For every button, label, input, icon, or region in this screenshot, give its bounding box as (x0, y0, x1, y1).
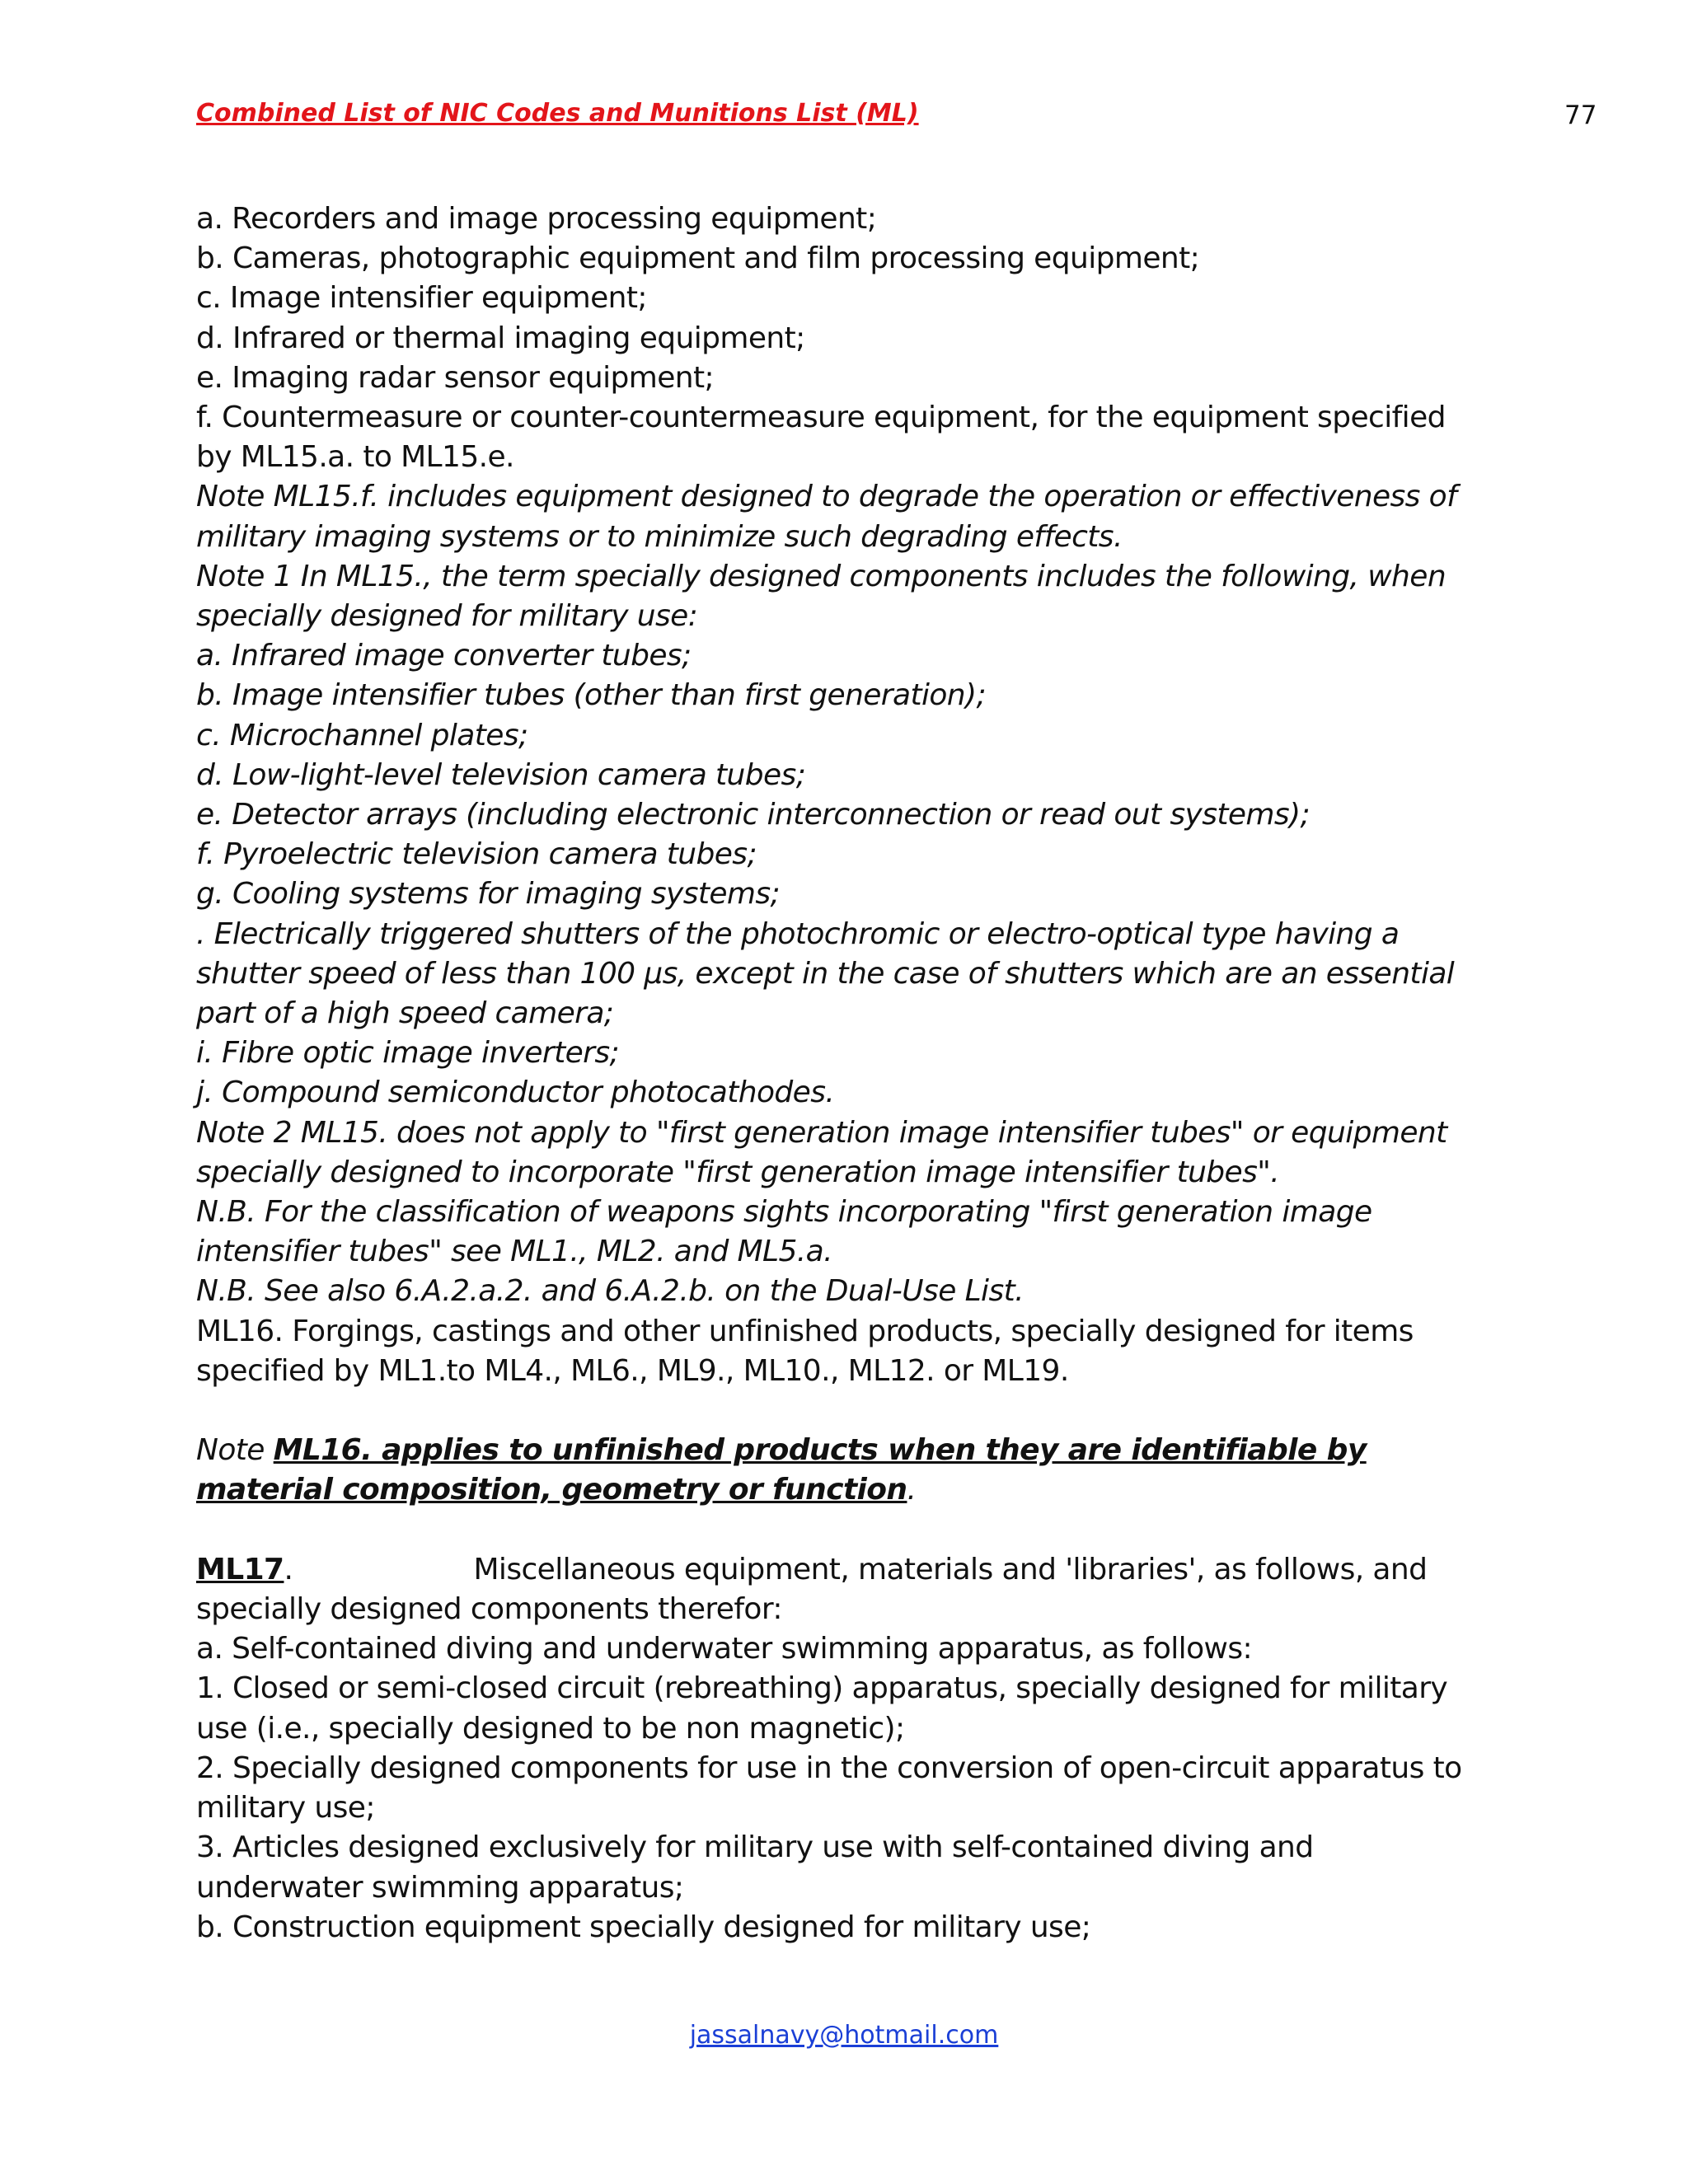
note-end: . (907, 1473, 917, 1507)
paragraph-gap (196, 1511, 1482, 1550)
note-line: specially designed to incorporate "first generation image intensifier tubes". (196, 1155, 1280, 1189)
text-line: b. Cameras, photographic equipment and film processing equipment; (196, 241, 1200, 276)
text-line: military use; (196, 1791, 375, 1825)
text-line: by ML15.a. to ML15.e. (196, 440, 514, 475)
text-line: specified by ML1.to ML4., ML6., ML9., ML10., ML12. or ML19. (196, 1353, 1069, 1388)
note-line: j. Compound semiconductor photocathodes. (196, 1076, 835, 1110)
note-line: part of a high speed camera; (196, 996, 614, 1031)
note-line: d. Low-light-level television camera tubes; (196, 757, 806, 792)
note-line: c. Microchannel plates; (196, 718, 528, 752)
text-line: 3. Articles designed exclusively for military use with self-contained diving and (196, 1830, 1314, 1865)
note-line: intensifier tubes" see ML1., ML2. and ML5.a. (196, 1235, 832, 1269)
ml17-title-text: Miscellaneous equipment, materials and 'libraries', as follows, and (473, 1552, 1428, 1586)
text-line: e. Imaging radar sensor equipment; (196, 360, 715, 395)
text-line: b. Construction equipment specially designed for military use; (196, 1910, 1091, 1944)
text-line: d. Infrared or thermal imaging equipment; (196, 321, 805, 355)
text-line: a. Self-contained diving and underwater swimming apparatus, as follows: (196, 1632, 1253, 1666)
text-line: a. Recorders and image processing equipment; (196, 202, 877, 236)
note-line: e. Detector arrays (including electronic interconnection or read out systems); (196, 798, 1311, 832)
ml16-note-line-2 (196, 1470, 1482, 1510)
page-body (196, 199, 1482, 1947)
footer-email-link[interactable]: jassalnavy@hotmail.com (689, 2021, 999, 2050)
note-line: military imaging systems or to minimize such degrading effects. (196, 519, 1123, 554)
ml17-heading: ML17 (196, 1552, 284, 1586)
note-line: N.B. See also 6.A.2.a.2. and 6.A.2.b. on the Dual-Use List. (196, 1274, 1024, 1309)
text-line: specially designed components therefor: (196, 1592, 782, 1627)
note-line: shutter speed of less than 100 µs, except in the case of shutters which are an essential (196, 956, 1455, 991)
ml17-first-line (196, 1550, 1482, 1590)
text-line: f. Countermeasure or counter-countermeasure equipment, for the equipment specified (196, 401, 1446, 435)
note-line: Note 1 In ML15., the term specially designed components includes the following, when (196, 559, 1447, 593)
note-line: . Electrically triggered shutters of the photochromic or electro-optical type having a (196, 916, 1400, 951)
text-line: 2. Specially designed components for use in the conversion of open-circuit apparatus to (196, 1750, 1462, 1785)
paragraph-gap (196, 1391, 1482, 1431)
text-line: 1. Closed or semi-closed circuit (rebreathing) apparatus, specially designed for military (196, 1671, 1448, 1706)
note-prefix: Note (196, 1433, 274, 1468)
note-line: b. Image intensifier tubes (other than first generation); (196, 678, 986, 713)
note-line: g. Cooling systems for imaging systems; (196, 877, 781, 912)
note-line: N.B. For the classification of weapons sights incorporating "first generation image (196, 1195, 1372, 1230)
note-bold-text: ML16. applies to unfinished products when they are identifiable by (273, 1433, 1367, 1468)
note-line: i. Fibre optic image inverters; (196, 1036, 620, 1071)
note-line: specially designed for military use: (196, 599, 698, 634)
ml17-heading-dot: . (284, 1552, 293, 1586)
ml16-note-line-1 (196, 1431, 1482, 1470)
note-bold-text: material composition, geometry or function (196, 1473, 907, 1507)
note-line: a. Infrared image converter tubes; (196, 639, 692, 673)
note-line: Note 2 ML15. does not apply to "first generation image intensifier tubes" or equipment (196, 1115, 1447, 1150)
note-line: Note ML15.f. includes equipment designed to degrade the operation or effectiveness of (196, 480, 1457, 514)
text-line: ML16. Forgings, castings and other unfinished products, specially designed for items (196, 1314, 1414, 1348)
text-line: use (i.e., specially designed to be non magnetic); (196, 1711, 905, 1746)
running-header-title: Combined List of NIC Codes and Munitions List (ML) (196, 99, 919, 128)
note-line: f. Pyroelectric television camera tubes; (196, 837, 757, 872)
page-number: 77 (1564, 101, 1597, 130)
text-line: underwater swimming apparatus; (196, 1870, 684, 1905)
text-line: c. Image intensifier equipment; (196, 281, 647, 316)
